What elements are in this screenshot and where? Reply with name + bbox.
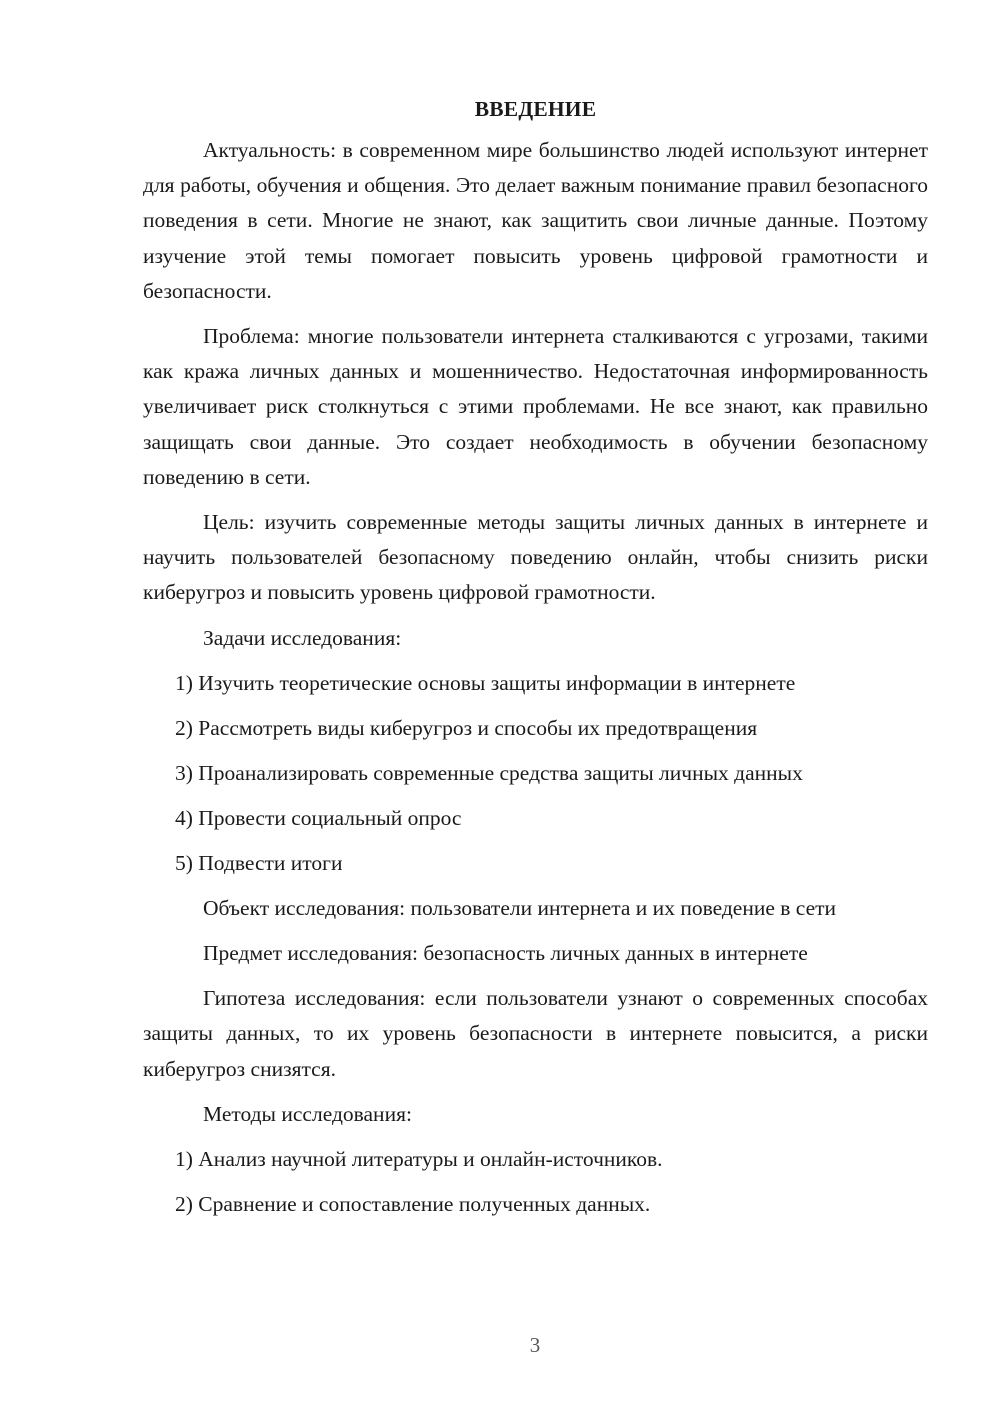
list-item: 4) Провести социальный опрос: [175, 805, 462, 830]
subject-paragraph: Предмет исследования: безопасность личных данных в интернете: [203, 941, 808, 966]
section-heading: ВВЕДЕНИЕ: [474, 97, 597, 121]
list-item: 2) Рассмотреть виды киберугроз и способы их предотвращения: [175, 715, 758, 740]
object-paragraph: Объект исследования: пользователи интернета и их поведение в сети: [203, 895, 837, 920]
list-item: 5) Подвести итоги: [175, 850, 343, 875]
tasks-list: [143, 666, 928, 881]
page-number: 3: [529, 1333, 541, 1357]
list-item: 2) Сравнение и сопоставление полученных данных.: [175, 1192, 651, 1217]
hypothesis-paragraph: Гипотеза исследования: если пользователи узнают о современных способах защиты данных, то их уровень безопасности в интернете повысится, а риски киберугроз снизятся.: [143, 986, 928, 1081]
problem-paragraph: Проблема: многие пользователи интернета сталкиваются с угрозами, такими как кража личных данных и мошенничество. Недостаточная информированность увеличивает риск столкнуться с этими проблемами. Не все знают, как правильно защищать свои данные. Это создает необходимость в обучении безопасному поведению в сети.: [143, 324, 928, 489]
page-content: [143, 92, 928, 1232]
methods-list: [143, 1142, 928, 1222]
relevance-paragraph: Актуальность: в современном мире большинство людей используют интернет для работы, обучения и общения. Это делает важным понимание правил безопасного поведения в сети. Многие не знают, как защитить свои личные данные. Поэтому изучение этой темы помогает повысить уровень цифровой грамотности и безопасности.: [143, 138, 928, 303]
goal-paragraph: Цель: изучить современные методы защиты личных данных в интернете и научить пользователей безопасному поведению онлайн, чтобы снизить риски киберугроз и повысить уровень цифровой грамотности.: [143, 510, 928, 605]
list-item: 3) Проанализировать современные средства защиты личных данных: [175, 760, 803, 785]
tasks-title: Задачи исследования:: [203, 625, 402, 650]
methods-title: Методы исследования:: [203, 1101, 412, 1126]
list-item: 1) Изучить теоретические основы защиты информации в интернете: [175, 670, 796, 695]
list-item: 1) Анализ научной литературы и онлайн-источников.: [175, 1147, 663, 1172]
